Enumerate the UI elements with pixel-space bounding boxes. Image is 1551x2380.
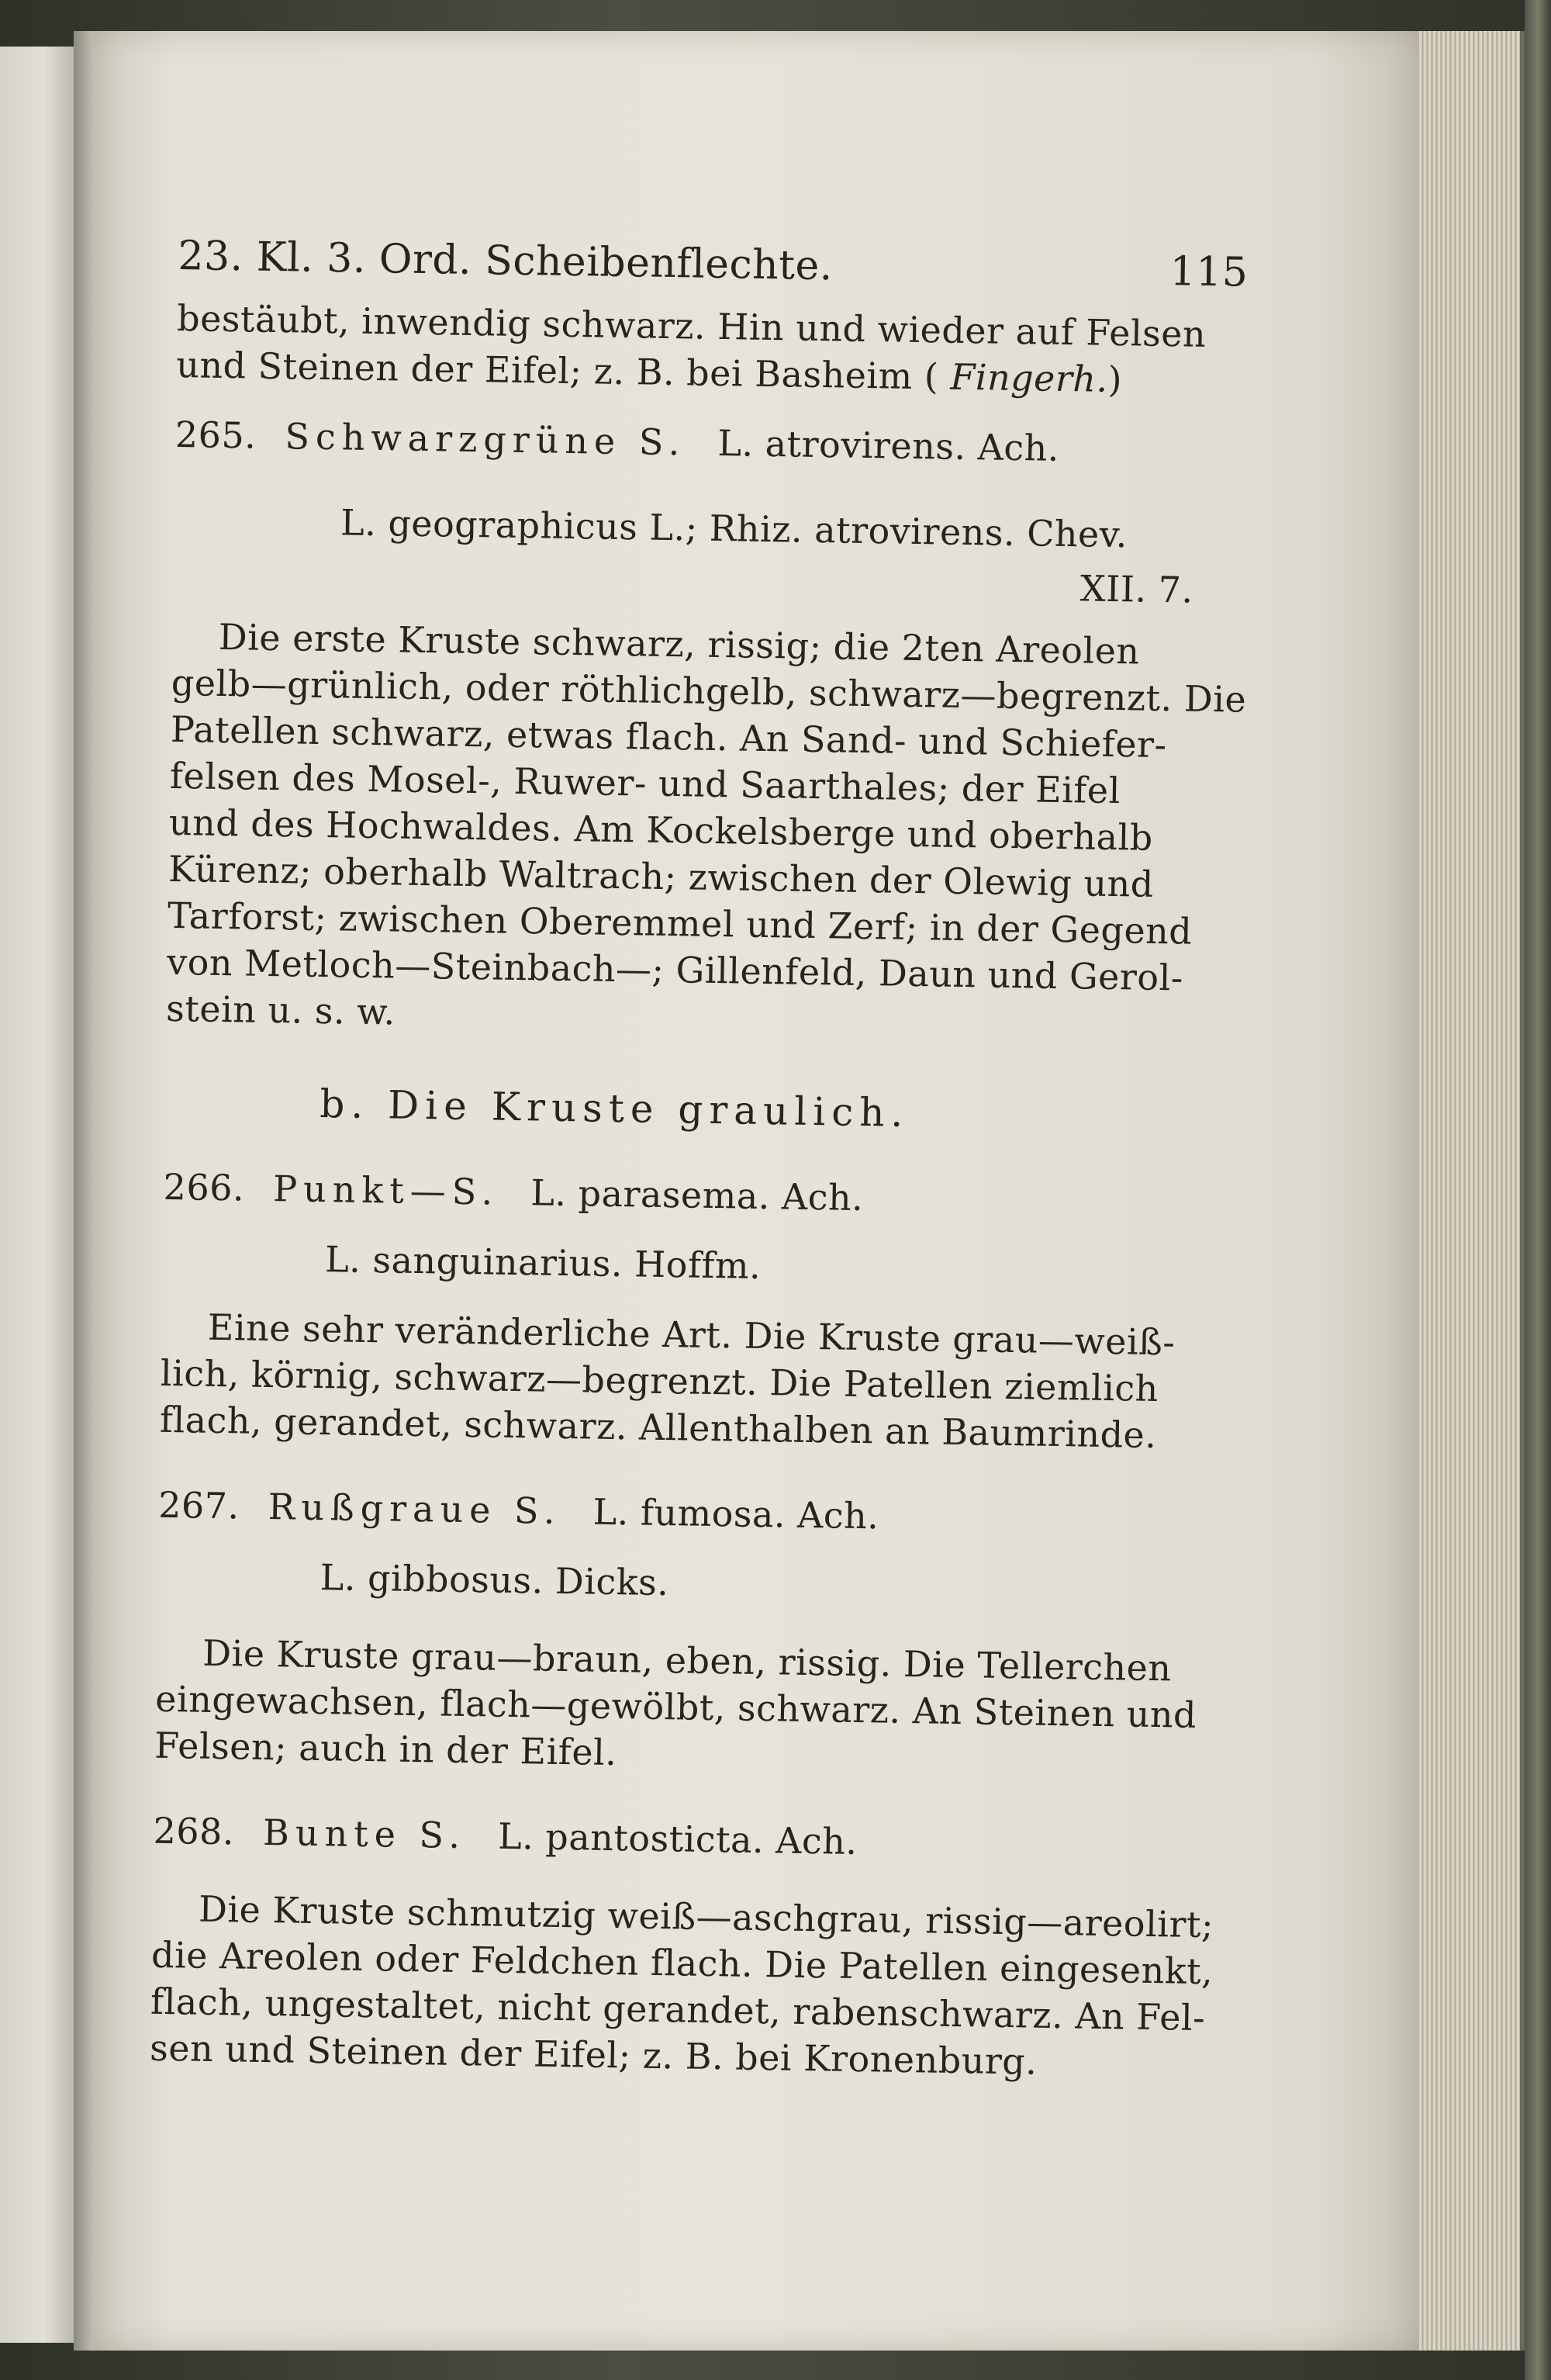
page-edges [1419,31,1525,2351]
entry-synonym: L. geographicus L.; Rhiz. atrovirens. Chev. [340,501,1128,556]
text-line: stein u. s. w. [165,987,396,1033]
left-facing-page-edge [0,47,74,2343]
text-line: eingewachsen, flach—gewölbt, schwarz. An Steinen und [154,1677,1197,1736]
text-line: Die Kruste schmutzig weiß—aschgrau, rissig—areolirt; [198,1887,1214,1946]
text-line: bestäubt, inwendig schwarz. Hin und wieder auf Felsen [176,296,1207,355]
text-line: Eine sehr veränderliche Art. Die Kruste grau—weiß- [207,1306,1176,1364]
entry-synonym: L. gibbosus. Dicks. [320,1556,669,1604]
section-heading: b. Die Kruste graulich. [319,1081,910,1136]
entry-name: Schwarzgrüne S. [285,415,686,464]
text-line: Felsen; auch in der Eifel. [154,1724,617,1774]
text-line: Kürenz; oberhalb Waltrach; zwischen der Olewig und [168,847,1155,905]
text-line: flach, ungestaltet, nicht gerandet, rabenschwarz. An Fel- [150,1980,1206,2039]
text-line: Tarforst; zwischen Oberemmel und Zerf; in der Gegend [167,894,1193,953]
entry-latin-name: L. atrovirens. Ach. [717,421,1060,469]
text-line: gelb—grünlich, oder röthlichgelb, schwarz—begrenzt. Die [171,661,1247,721]
entry-latin-name: L. fumosa. Ach. [592,1490,879,1538]
text-span: ) [1107,358,1123,401]
text-line: felsen des Mosel-, Ruwer- und Saarthales; der Eifel [169,754,1121,812]
text-line: flach, gerandet, schwarz. Allenthalben an Baumrinde. [159,1398,1157,1457]
text-line: die Areolen oder Feldchen flach. Die Patellen eingesenkt, [150,1933,1214,1993]
entry-reference: XII. 7. [1079,567,1194,611]
author-citation: Fingerh. [950,355,1109,400]
book-spine [1525,0,1551,2380]
entry-name: Rußgraue S. [268,1486,561,1532]
entry-name: Bunte S. [262,1811,467,1857]
entry-number: 267. [157,1483,240,1527]
text-line: und des Hochwaldes. Am Kockelsberge und oberhalb [168,801,1154,859]
entry-number: 268. [153,1809,235,1853]
text-line: von Metloch—Steinbach—; Gillenfeld, Daun und Gerol- [166,940,1184,999]
entry-name: Punkt—S. [272,1168,499,1213]
entry-synonym: L. sanguinarius. Hoffm. [324,1238,762,1287]
page-number: 115 [1169,248,1249,296]
entry-number: 266. [163,1165,245,1209]
text-span: und Steinen der Eifel; z. B. bei Basheim ( [175,343,939,398]
entry-number: 265. [174,413,257,457]
text-line: Patellen schwarz, etwas flach. An Sand- und Schiefer- [170,707,1168,766]
text-line: Die erste Kruste schwarz, rissig; die 2ten Areolen [218,615,1140,673]
text-line: Die Kruste grau—braun, eben, rissig. Die Tellerchen [202,1631,1172,1690]
entry-latin-name: L. parasema. Ach. [530,1171,864,1219]
running-head: 23. Kl. 3. Ord. Scheibenflechte. [178,233,834,290]
text-line: sen und Steinen der Eifel; z. B. bei Kronenburg. [149,2026,1038,2083]
entry-latin-name: L. pantosticta. Ach. [497,1814,858,1863]
text-line: lich, körnig, schwarz—begrenzt. Die Patellen ziemlich [160,1351,1159,1410]
